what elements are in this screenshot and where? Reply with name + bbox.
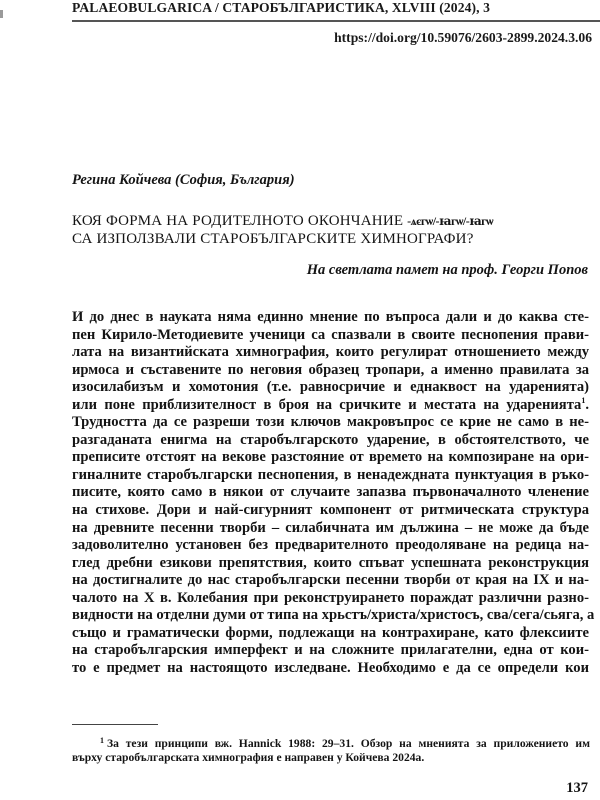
page-number: 137	[566, 780, 588, 796]
journal-running-head: PALAEOBULGARICA / СТАРОБЪЛГАРИСТИКА, XLVIII (2024), 3	[72, 0, 491, 15]
body-line: пен Кирило-Методиевите ученици са спазвали в своите песнопения прави-	[72, 326, 589, 343]
body-line: чалото на X в. Колебания при реконструирането пораждат различни разно-	[72, 589, 589, 606]
body-line: видности на отделни думи от типа на хрьстъ/христа/христосъ, сва/сега/сьяга, а	[72, 607, 595, 624]
body-line: на стихове. Дори и най-сигурният компонент от ритмическата структура	[72, 502, 589, 519]
dedication: На светлата памет на проф. Георги Попов	[306, 262, 588, 278]
scan-edge-mark	[0, 10, 3, 18]
body-line: то е предмет на настоящото изследване. Необходимо е да се определи кои	[72, 659, 589, 676]
header-rule	[72, 20, 600, 22]
body-line	[72, 397, 589, 415]
body-line-text: или поне приблизителност в броя на сричките и местата на ударенията	[72, 396, 582, 413]
footnote-separator	[72, 724, 158, 725]
footnote-line-1	[72, 737, 590, 751]
footnote	[72, 737, 590, 765]
body-line: писите, която само в някои от случаите запазва първоначалното членение	[72, 484, 589, 501]
body-line: на достигналите до нас старобългарски песенни творби от края на IX и на-	[72, 572, 589, 589]
body-line: ирмоса и съставените по неговия образец тропари, а именно правилата за	[72, 361, 589, 378]
article-title	[72, 212, 493, 248]
body-line: на старобългарския имперфект и на сложните прилагателни, една от кои-	[72, 642, 589, 659]
body-paragraph	[72, 309, 595, 677]
body-line: задоволително установен без предварителното преодоляване на редица на-	[72, 537, 589, 554]
body-line-end: .	[585, 396, 589, 413]
title-ocs-endings: -ѧєгѡ/-ꙗгѡ/-ꙗгѡ	[407, 214, 494, 228]
footnote-line-2: върху старобългарската химнография е направен у Койчева 2024а.	[72, 751, 425, 764]
title-line-1	[72, 212, 493, 230]
body-line: преписите отстоят на векове разстояние от времето на композиране на ори-	[72, 449, 589, 466]
body-line: изосилабизъм и хомотония (т.е. равносричие и еднаквост на ударенията)	[72, 379, 589, 396]
title-line-2: СА ИЗПОЛЗВАЛИ СТАРОБЪЛГАРСКИТЕ ХИМНОГРАФИ?	[72, 231, 474, 247]
author-line: Регина Койчева (София, България)	[72, 172, 295, 188]
body-line: глед дребни езикови препятствия, които спъват успешната реконструкция	[72, 554, 589, 571]
title-line-1-text: КОЯ ФОРМА НА РОДИТЕЛНОТО ОКОНЧАНИЕ	[72, 213, 408, 229]
body-line: гиналните старобългарски песнопения, в ненадеждната пунктуация в ръко-	[72, 466, 589, 483]
footnote-marker: 1	[100, 736, 104, 745]
body-line: лата на византийската химнография, които регулират отношението между	[72, 344, 589, 361]
body-line: на древните песенни творби – силабичната им дължина – не може да бъде	[72, 519, 589, 536]
footnote-text-1: За тези принципи вж. Hannick 1988: 29–31. Обзор на мненията за приложението им	[107, 737, 590, 750]
doi-link[interactable]: https://doi.org/10.59076/2603-2899.2024.3.06	[334, 30, 592, 45]
body-line: разгаданата енигма на старобългарското ударение, в обстоятелството, че	[72, 431, 589, 448]
body-line: Трудността да се разреши този ключов макровъпрос се крие не само в не-	[72, 414, 589, 431]
footnote-reference[interactable]: 1	[581, 395, 586, 405]
body-line: И до днес в науката няма единно мнение по въпроса дали и до каква сте-	[72, 309, 589, 325]
body-line: също и граматически форми, подлежащи на контрахиране, като флексиите	[72, 624, 589, 641]
